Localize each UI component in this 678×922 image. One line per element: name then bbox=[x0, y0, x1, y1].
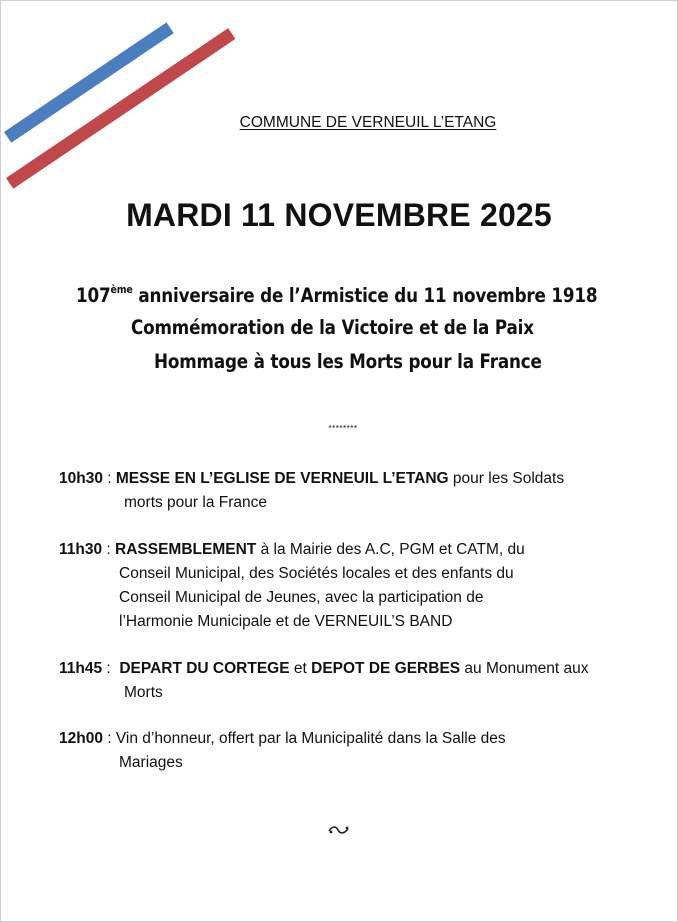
program-description-continued: Conseil Municipal de Jeunes, avec la participation de bbox=[119, 589, 484, 606]
program-description-continued: Conseil Municipal, des Sociétés locales et des enfants du bbox=[119, 565, 514, 582]
time-separator: : bbox=[102, 470, 116, 487]
program-item-cortege bbox=[59, 657, 644, 705]
time-separator: : bbox=[102, 541, 116, 558]
program-description: au Monument aux bbox=[460, 660, 589, 677]
program-title: RASSEMBLEMENT bbox=[115, 541, 257, 558]
program-item-vin-honneur bbox=[59, 727, 644, 775]
program-title-secondary: DEPOT DE GERBES bbox=[311, 660, 461, 677]
separator-stars: ******** bbox=[328, 424, 358, 433]
program-description-continued: Mariages bbox=[119, 754, 183, 771]
anniversary-text: anniversaire de l’Armistice du 11 novembre 1918 bbox=[132, 284, 598, 307]
event-date-title: MARDI 11 NOVEMBRE 2025 bbox=[126, 197, 552, 233]
program-description-continued: l’Harmonie Municipale et de VERNEUIL’S BAND bbox=[119, 613, 453, 630]
program-description-continued: morts pour la France bbox=[124, 494, 267, 511]
anniversary-ordinal: ème bbox=[110, 283, 133, 296]
program-time: 11h30 bbox=[59, 541, 103, 558]
subtitle-commemoration: Commémoration de la Victoire et de la Paix bbox=[131, 316, 534, 339]
program-time: 10h30 bbox=[59, 470, 103, 487]
program-item-messe bbox=[59, 467, 644, 515]
program-title: MESSE EN L’EGLISE DE VERNEUIL L’ETANG bbox=[115, 470, 449, 487]
time-separator: : bbox=[102, 730, 116, 747]
commune-heading: COMMUNE DE VERNEUIL L’ETANG bbox=[239, 114, 497, 131]
subtitle-hommage: Hommage à tous les Morts pour la France bbox=[154, 350, 542, 373]
program-conjunction: et bbox=[289, 660, 312, 677]
program-description: Vin d’honneur, offert par la Municipalité dans la Salle des bbox=[115, 730, 506, 747]
program-description-continued: Morts bbox=[124, 684, 163, 701]
program-description: à la Mairie des A.C, PGM et CATM, du bbox=[256, 541, 525, 558]
program-time: 11h45 bbox=[59, 660, 103, 677]
program-description: pour les Soldats bbox=[448, 470, 565, 487]
program-title: DEPART DU CORTEGE bbox=[119, 660, 290, 677]
anniversary-number: 107 bbox=[76, 284, 111, 307]
program-time: 12h00 bbox=[59, 730, 103, 747]
program-item-rassemblement bbox=[59, 538, 644, 634]
ornament-flourish-icon bbox=[327, 823, 351, 837]
time-separator: : bbox=[102, 660, 120, 677]
subtitle-anniversary bbox=[76, 283, 597, 307]
